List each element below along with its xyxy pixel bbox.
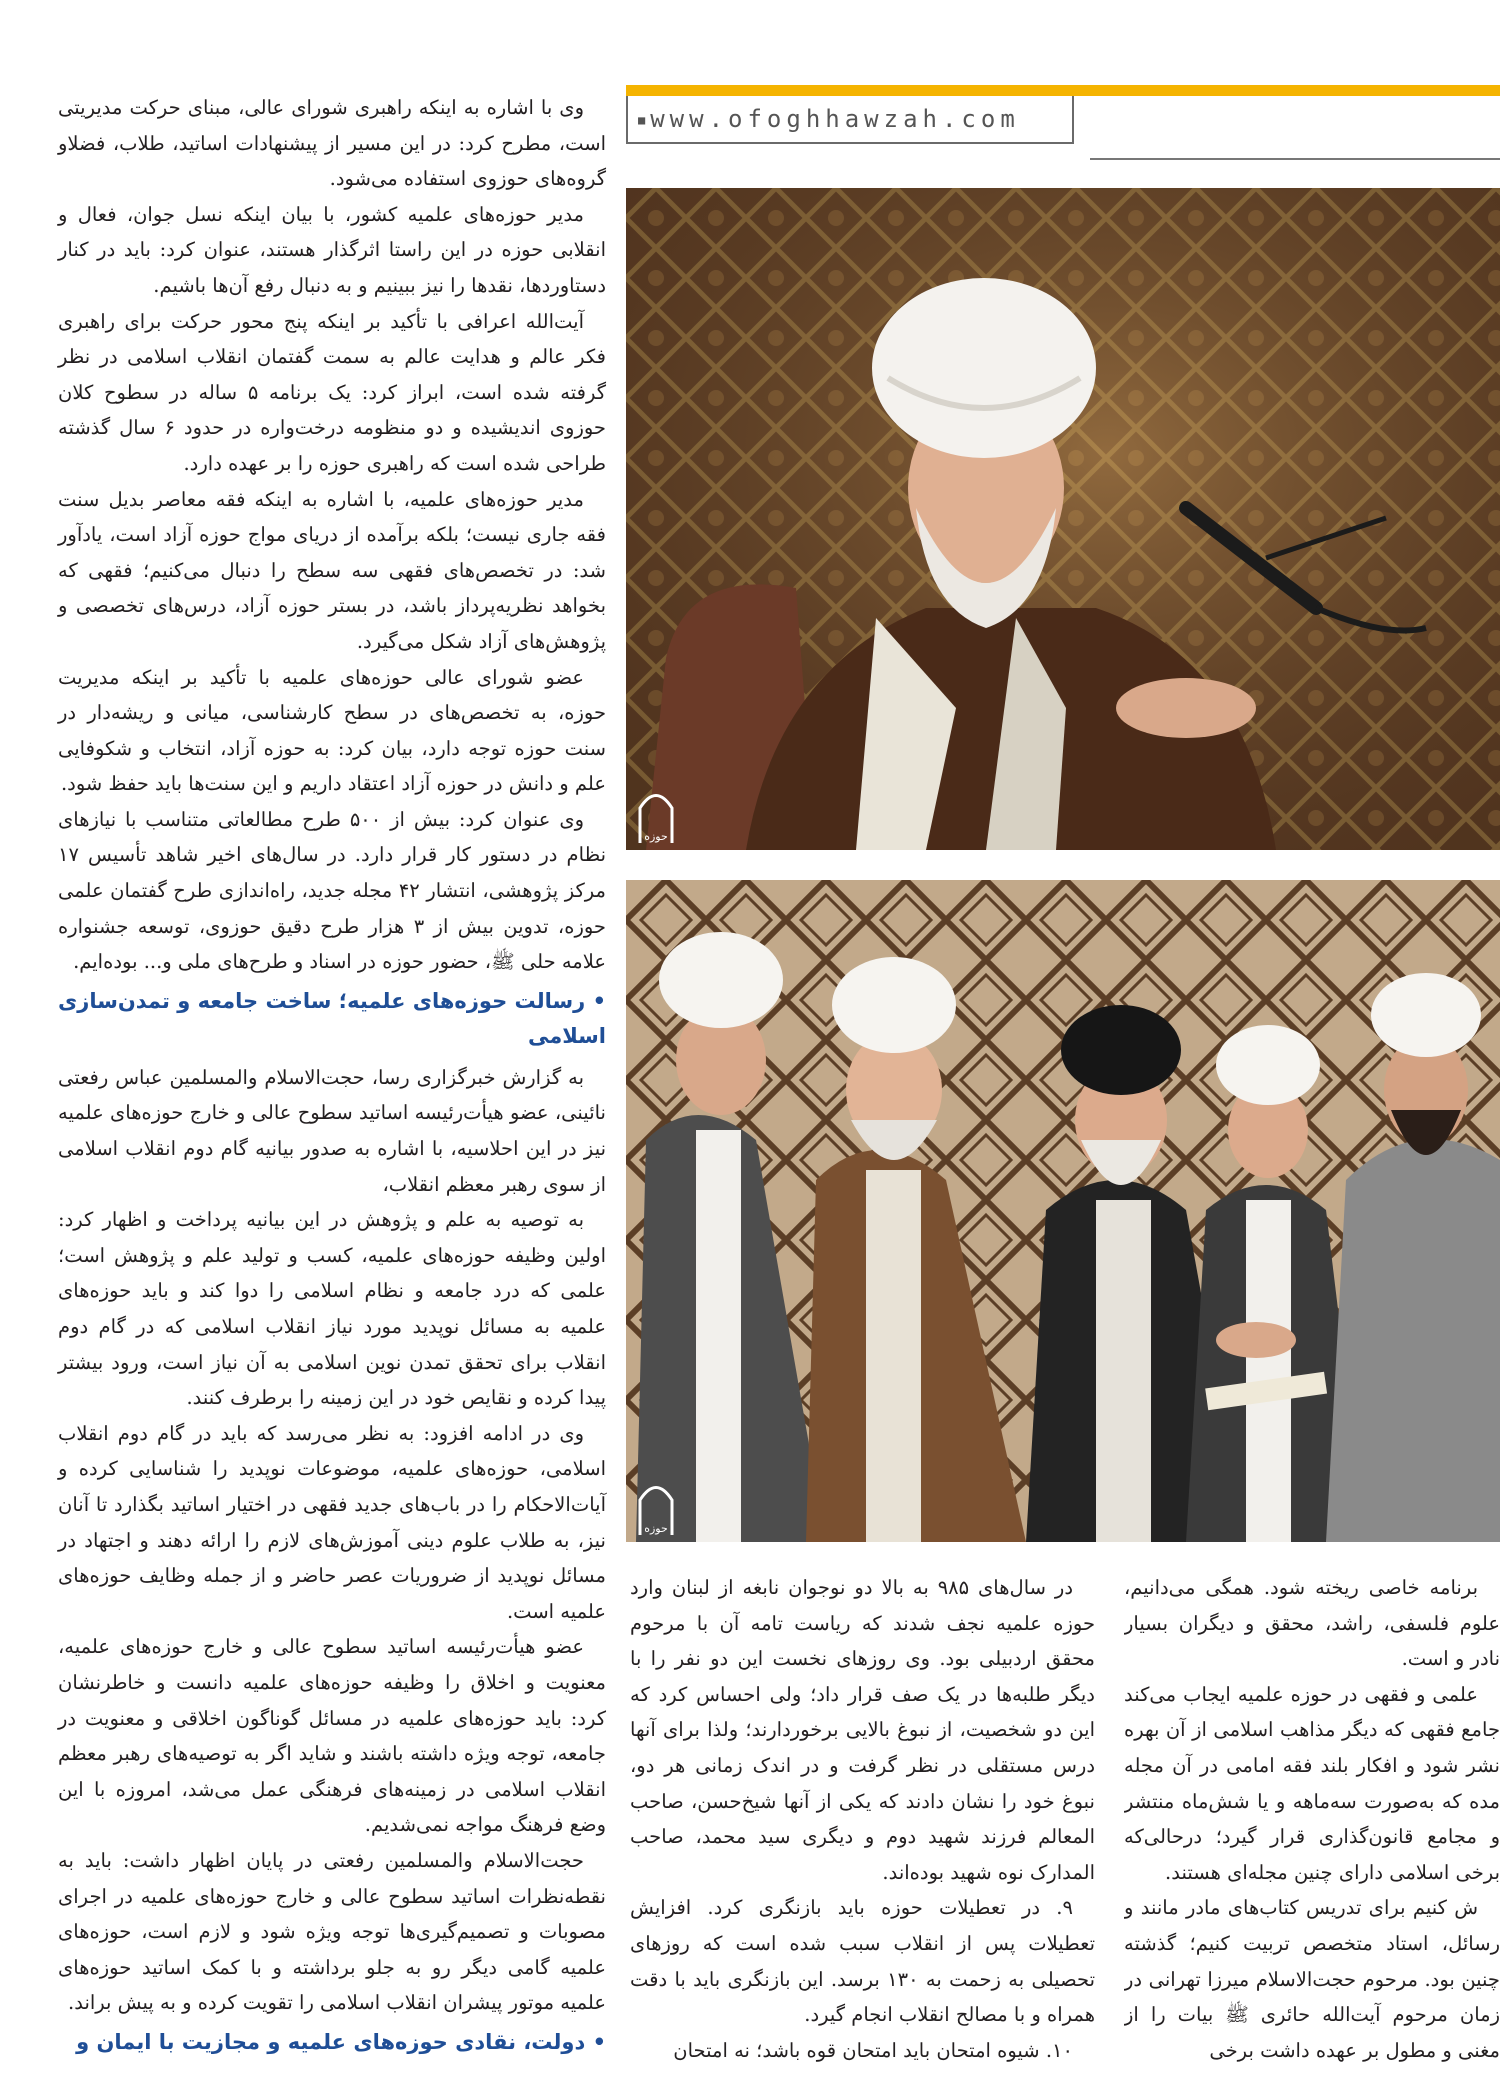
paragraph: وی عنوان کرد: بیش از ۵۰۰ طرح مطالعاتی متناسب با نیازهای نظام در دستور کار قرار دارد. در سال‌های اخیر شاهد تأسیس ۱۷ مرکز پژوهشی، انتشار ۴۲ مجله جدید، راه‌اندازی طرح گفتمان علمی حوزه، تدوین بیش از ۳ هزار طرح دقیق حوزوی، توسعه جشنواره علامه حلی ﷺ، حضور حوزه در اسناد و طرح‌های ملی و... بوده‌ایم. [58, 807, 606, 974]
bottom-photo [626, 880, 1500, 1542]
top-photo [626, 188, 1500, 850]
paragraph: آیت‌الله اعرافی با تأکید بر اینکه پنج محور حرکت برای راهبری فکر عالم و هدایت عالم به سمت گفتمان انقلاب اسلامی در نظر گرفته شده است، ابراز کرد: یک برنامه ۵ ساله در سطوح کلان حوزوی اندیشیده و دو منظومه درخت‌واره در حدود ۶ سال گذشته طراحی شده است که راهبری حوزه را بر عهده دارد. [58, 309, 606, 475]
header-accent-bar [626, 85, 1500, 96]
left-text-column [58, 90, 606, 2066]
logo-text: حوزه [644, 830, 668, 843]
paragraph: حجت‌الاسلام والمسلمین رفعتی در پایان اظهار داشت: باید به نقطه‌نظرات اساتید سطوح عالی و خارج حوزه‌های علمیه در اجرای مصوبات و تصمیم‌گیری‌ها توجه ویژه شود و لازم است، حوزه‌های علمیه گامی دیگر رو به جلو برداشته و با کمک اساتید حوزه‌های علمیه موتور پیشران انقلاب اسلامی را تقویت کرده و به پیش براند. [58, 1848, 606, 2015]
paragraph: وی با اشاره به اینکه راهبری شورای عالی، مبنای حرکت مدیریتی است، مطرح کرد: در این مسیر از پیشنهادات اساتید، طلاب، فضلاو گروه‌های حوزوی استفاده می‌شود. [58, 96, 606, 191]
right-bottom-column [1124, 1570, 1500, 2089]
paragraph: به توصیه به علم و پژوهش در این بیانیه پرداخت و اظهار کرد: اولین وظیفه حوزه‌های علمیه، کسب و تولید علم و پژوهش است؛ علمی که درد جامعه و نظام اسلامی را دوا کند و باید حوزه‌های علمیه به مسائل نوپدید مورد نیاز انقلاب اسلامی که در گام دوم انقلاب برای تحقق تمدن نوین اسلامی به آن نیاز است، ورود بیشتر پیدا کرده و نقایص خود در این زمینه را برطرف کنند. [58, 1208, 606, 1410]
logo-text: حوزه [644, 1522, 668, 1535]
section-heading: • رسالت حوزه‌های علمیه؛ ساخت جامعه و تمدن‌سازی اسلامی [58, 988, 606, 1048]
header-rule [1090, 158, 1500, 160]
paragraph: مدیر حوزه‌های علمیه کشور، با بیان اینکه نسل جوان، فعال و انقلابی حوزه در این راستا اثرگذار هستند، عنوان کرد: باید در کنار دستاوردها، نقدها را نیز ببینیم و به دنبال رفع آن‌ها باشیم. [58, 202, 606, 297]
website-url-text: www.ofoghhawzah.com [650, 105, 1020, 133]
paragraph: ۱۰. شیوه امتحان باید امتحان قوه باشد؛ نه امتحان [673, 2038, 1073, 2062]
paragraph: عضو هیأت‌رئیسه اساتید سطوح عالی و خارج حوزه‌های علمیه، معنویت و اخلاق را وظیفه حوزه‌های علمیه دانست و خاطرنشان کرد: باید حوزه‌های علمیه در مسائل گوناگون اخلاقی و معنویت در جامعه، توجه ویژه داشته باشند و شاید اگر به توصیه‌های رهبر معظم انقلاب اسلامی در زمینه‌های فرهنگی عمل می‌شد، امروزه با این وضع فرهنگ مواجه نمی‌شدیم. [58, 1635, 606, 1837]
website-url: ■www.ofoghhawzah.com [626, 96, 1074, 144]
paragraph: ش کنیم برای تدریس کتاب‌های مادر مانند و رسائل، استاد متخصص تربیت کنیم؛ گذشته چنین بود. مرحوم حجت‌الاسلام میرزا تهرانی در زمان مرحوم آیت‌الله حائری ﷺ بیات را از مغنی و مطول بر عهده داشت برخی [1124, 1896, 1500, 2062]
middle-bottom-column [630, 1570, 1095, 2068]
paragraph: ۹. در تعطیلات حوزه باید بازنگری کرد. افزایش تعطیلات پس از انقلاب سبب شده است که روزهای تحصیلی به زحمت به ۱۳۰ برسد. این بازنگری باید با دقت همراه و با مصالح انقلاب انجام گیرد. [630, 1896, 1095, 2027]
paragraph: عضو شورای عالی حوزه‌های علمیه با تأکید بر اینکه مدیریت حوزه، به تخصص‌های در سطح کارشناسی، میانی و ریشه‌دار در سنت حوزه توجه دارد، بیان کرد: به حوزه آزاد، انتخاب و شکوفایی علم و دانش در حوزه آزاد اعتقاد داریم و این سنت‌ها باید حفظ شود. [58, 665, 606, 796]
paragraph: در سال‌های ۹۸۵ به بالا دو نوجوان نابغه از لبنان وارد حوزه علمیه نجف شدند که ریاست تامه آن با مرحوم محقق اردبیلی بود. وی روزهای نخست این دو نفر را با دیگر طلبه‌ها در یک صف قرار داد؛ ولی احساس کرد که این دو شخصیت، از نبوغ بالایی برخوردارند؛ ولذا برای آنها درس مستقلی در نظر گرفت و در اندک زمانی هر دو، نبوغ خود را نشان دادند که یکی از آنها شیخ‌حسن، صاحب المعالم فرزند شهید دوم و دیگری سید محمد، صاحب المدارک نوه شهید بوده‌اند. [630, 1576, 1095, 1884]
paragraph: علمی و فقهی در حوزه علمیه ایجاب می‌کند جامع فقهی که دیگر مذاهب اسلامی از آن بهره نشر شود و افکار بلند فقه امامی در آن مجله مده که به‌صورت سه‌ماهه و یا شش‌ماه منتشر و مجامع قانون‌گذاری قرار گیرد؛ درحالی‌که برخی اسلامی دارای چنین مجله‌ای هستند. [1124, 1682, 1500, 1884]
section-heading-cut: • دولت، نقادی حوزه‌های علمیه و مجازیت با ایمان و [76, 2029, 606, 2054]
paragraph: مدیر حوزه‌های علمیه، با اشاره به اینکه فقه معاصر بدیل سنت فقه جاری نیست؛ بلکه برآمده از دریای مواج حوزه آزاد است، یادآور شد: در تخصص‌های فقهی سه سطح را دنبال می‌کنیم؛ فقهی که بخواهد نظریه‌پرداز باشد، در بستر حوزه آزاد، درس‌های تخصصی و پژوهش‌های آزاد شکل می‌گیرد. [58, 487, 606, 653]
paragraph: به گزارش خبرگزاری رسا، حجت‌الاسلام والمسلمین عباس رفعتی نائینی، عضو هیأت‌رئیسه اساتید سطوح عالی و خارج حوزه‌های علمیه نیز در این احلاسیه، با اشاره به صدور بیانیه گام دوم انقلاب اسلامی از سوی رهبر معظم انقلاب، [58, 1065, 606, 1196]
paragraph: وی در ادامه افزود: به نظر می‌رسد که باید در گام دوم انقلاب اسلامی، حوزه‌های علمیه، موضوعات نوپدید را شناسایی کرده و آیات‌الاحکام را در باب‌های جدید فقهی در اختیار اساتید بگذارد تا آنان نیز، به طلاب علوم دینی آموزش‌های لازم را ارائه دهند و اجتهاد در مسائل نوپدید از ضروریات عصر حاضر و از جمله وظایف حوزه‌های علمیه است. [58, 1421, 606, 1623]
paragraph: برنامه خاصی ریخته شود. همگی می‌دانیم، علوم فلسفی، راشد، محقق و دیگران بسیار نادر و است. [1124, 1576, 1500, 1671]
